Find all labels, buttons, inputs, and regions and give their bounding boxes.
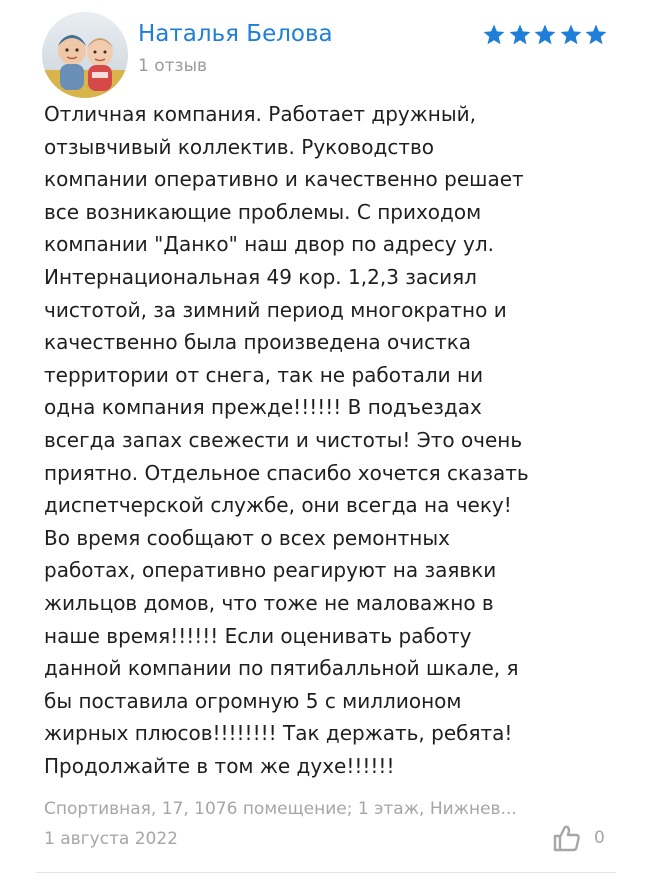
- review-text-line: территории от снега, так не работали ни: [44, 362, 484, 387]
- avatar-photo: [42, 12, 128, 98]
- star-icon: [482, 23, 506, 47]
- avatar[interactable]: [42, 12, 128, 98]
- review-text-line: приятно. Отдельное спасибо хочется сказать: [44, 460, 529, 485]
- star-icon: [508, 23, 532, 47]
- review-text-line: бы поставила огромную 5 с миллионом: [44, 688, 462, 713]
- review-text-line: наше время!!!!!! Если оценивать работу: [44, 623, 472, 648]
- review-text-line: данной компании по пятибалльной шкале, я: [44, 656, 519, 681]
- star-icon: [559, 23, 583, 47]
- organization-address[interactable]: Спортивная, 17, 1076 помещение; 1 этаж, Нижнев...: [44, 799, 517, 819]
- star-icon: [584, 23, 608, 47]
- review-text-line: одна компания прежде!!!!!! В подъездах: [44, 395, 482, 420]
- review-text-line: жильцов домов, что тоже не маловажно в: [44, 590, 494, 615]
- like-count: 0: [594, 828, 605, 848]
- review-text-line: всегда запах свежести и чистоты! Это очень: [44, 427, 523, 452]
- review-text-line: Интернациональная 49 кор. 1,2,3 засиял: [44, 264, 477, 289]
- author-name[interactable]: Наталья Белова: [138, 21, 333, 47]
- author-review-count: 1 отзыв: [138, 56, 208, 76]
- review-text-line: Во время сообщают о всех ремонтных: [44, 525, 450, 550]
- review-text-line: все возникающие проблемы. С приходом: [44, 199, 482, 224]
- review-text-line: качественно была произведена очистка: [44, 330, 472, 355]
- review-text-line: отзывчивый коллектив. Руководство: [44, 134, 434, 159]
- review-text-line: компании "Данко" наш двор по адресу ул.: [44, 232, 495, 257]
- review-date: 1 августа 2022: [44, 829, 178, 849]
- review-text-line: Продолжайте в том же духе!!!!!!: [44, 753, 395, 778]
- divider: [36, 872, 616, 873]
- review-text-line: жирных плюсов!!!!!!!! Так держать, ребята!: [44, 721, 513, 746]
- thumbs-up-icon: [552, 823, 582, 853]
- star-icon: [533, 23, 557, 47]
- review-text-line: диспетчерской службе, они всегда на чеку!: [44, 493, 512, 518]
- rating-stars: [482, 20, 608, 50]
- review-text-line: работах, оперативно реагируют на заявки: [44, 558, 497, 583]
- review-text-line: Отличная компания. Работает дружный,: [44, 102, 476, 126]
- review-text-line: компании оперативно и качественно решает: [44, 167, 524, 192]
- review-text: [44, 98, 616, 782]
- review-text-line: чистотой, за зимний период многократно и: [44, 297, 507, 322]
- like-button[interactable]: [552, 822, 605, 854]
